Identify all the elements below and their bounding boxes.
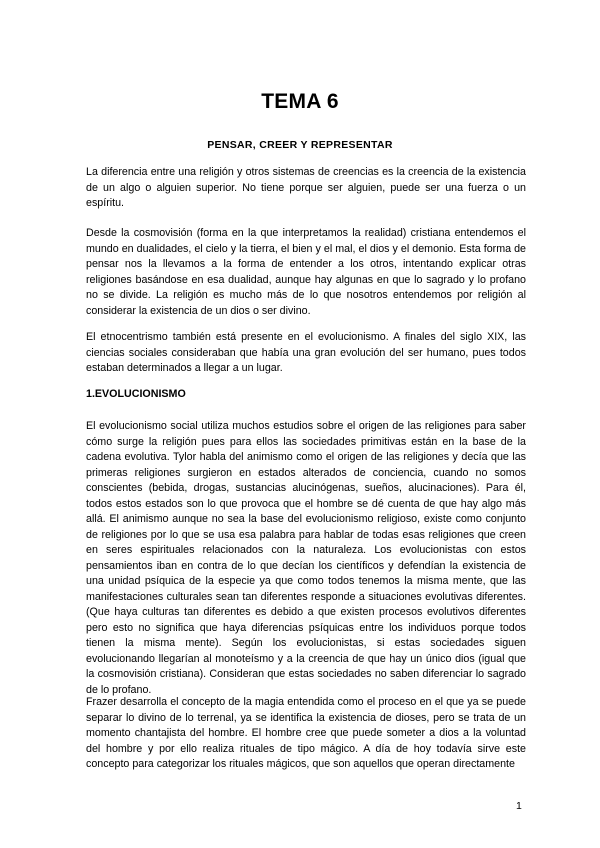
paragraph: El etnocentrismo también está presente en el evolucionismo. A finales del siglo XIX, las ciencias sociales consideraban que había una gran evolución del ser humano, pues todos estaban determinados a llegar a un lugar.: [86, 331, 526, 374]
page-number: 1: [516, 800, 522, 812]
paragraph: La diferencia entre una religión y otros sistemas de creencias es la creencia de la existencia de un algo o alguien superior. No tiene porque ser alguien, puede ser una fuerza o un espíritu.: [86, 166, 526, 209]
section-heading: 1.EVOLUCIONISMO: [86, 388, 186, 400]
paragraph: Frazer desarrolla el concepto de la magia entendida como el proceso en el que ya se puede separar lo divino de lo terrenal, ya se identifica la existencia de dioses, pero se trata de un momento chantajista del hombre. El hombre cree que puede someter a dios a la voluntad del hombre y por ello realiza rituales de tipo mágico. A día de hoy todavía sirve este concepto para categorizar los rituales mágicos, que son aquellos que operan directamente: [86, 696, 526, 770]
paragraph: El evolucionismo social utiliza muchos estudios sobre el origen de las religiones para saber cómo surge la religión pues para ellos las sociedades primitivas están en la base de la cadena evolutiva. Tylor habla del animismo como el origen de las religiones y decía que las primeras religiones surgieron en estados alterados de conciencia, cuando no somos conscientes (bebida, drogas, sustancias alucinógenas, sueños, alucinaciones). Para él, todos estos estados son lo que provoca que el hombre se dé cuenta de que hay algo más allá. El animismo aunque no sea la base del evolucionismo religioso, existe como conjunto de religiones por lo que se usa esa palabra para hablar de todas esas religiones que creen en seres espirituales relacionados con la naturaleza. Los evolucionistas con estos pensamientos iban en contra de lo que decían los científicos y defendían la existencia de una unidad psíquica de la especie ya que como todos tenemos la misma mente, que las manifestaciones culturales sean tan diferentes responde a situaciones evolutivas diferentes. (Que haya culturas tan diferentes es debido a que existen procesos evolutivos diferentes pero esto no significa que haya diferencias psíquicas entre los individuos porque todos tienen la misma mente). Según los evolucionistas, si estas sociedades siguen evolucionando llegarían al monoteísmo y a la creencia de que hay un único dios (igual que la cosmovisión cristiana). Consideran que estas sociedades no saben diferenciar lo sagrado de lo profano.: [86, 420, 526, 696]
page-subtitle: PENSAR, CREER Y REPRESENTAR: [207, 139, 393, 151]
page-title: TEMA 6: [261, 90, 339, 113]
paragraph: Desde la cosmovisión (forma en la que interpretamos la realidad) cristiana entendemos el mundo en dualidades, el cielo y la tierra, el bien y el mal, el dios y el demonio. Esta forma de pensar nos la llevamos a la forma de entender a los otros, intentando explicar otras religiones basándose en esa dualidad, aunque hay algunas en que lo sagrado y lo profano no se divide. La religión es mucho más de lo que nosotros entendemos por religión al considerar la existencia de un dios o ser divino.: [86, 227, 526, 317]
